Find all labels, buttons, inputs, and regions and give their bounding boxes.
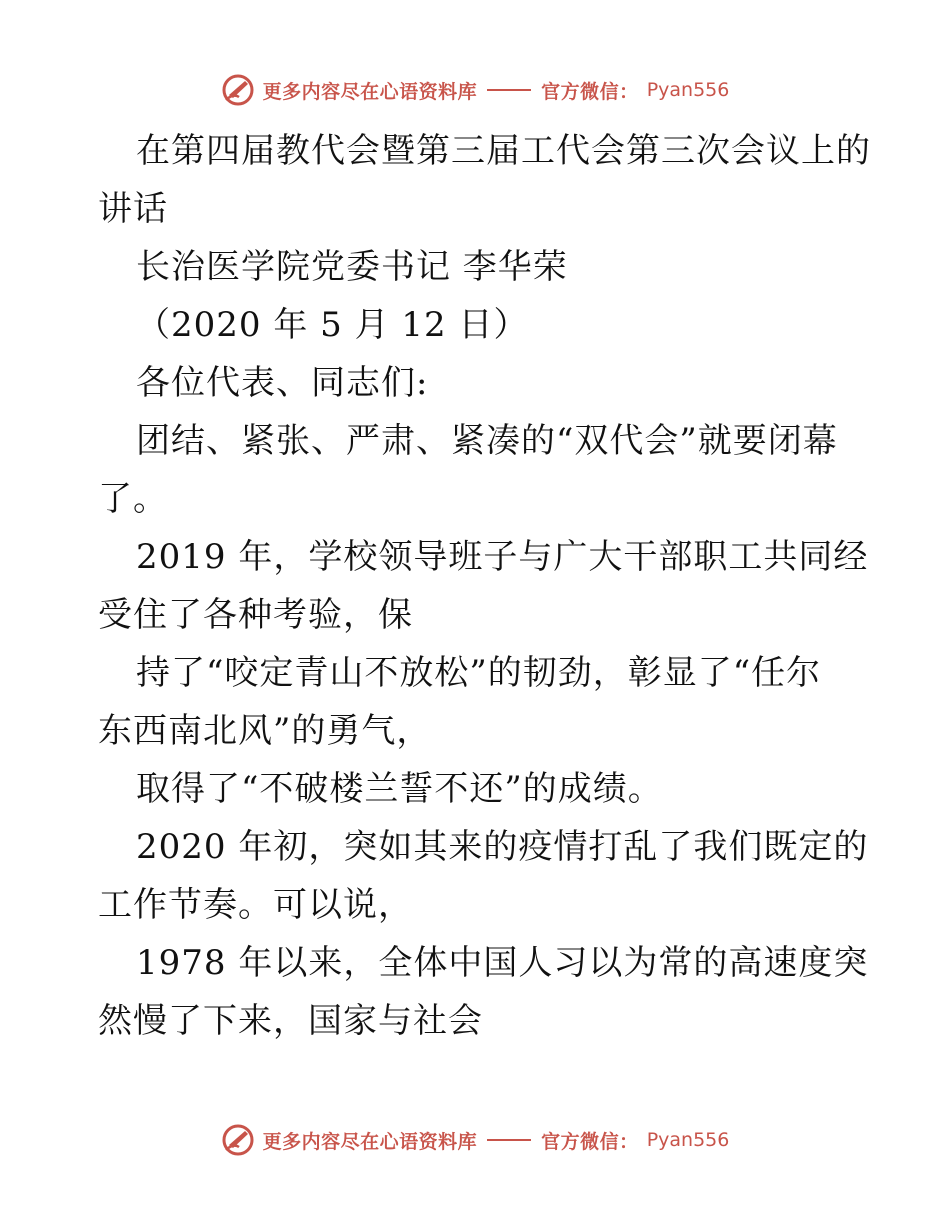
paragraph-line: 2020 年初，突如其来的疫情打乱了我们既定的 bbox=[136, 827, 869, 867]
speaker-line: 长治医学院党委书记 李华荣 bbox=[136, 247, 568, 287]
speech-title-line-1: 在第四届教代会暨第三届工代会第三次会议上的 bbox=[136, 131, 871, 171]
banner-separator bbox=[487, 1139, 531, 1141]
paragraph-line: 工作节奏。可以说， bbox=[98, 885, 413, 925]
brand-logo-icon bbox=[221, 1123, 255, 1157]
paragraph-line: 东西南北风”的勇气， bbox=[98, 711, 432, 751]
paragraph-line: 持了“咬定青山不放松”的韧劲，彰显了“任尔 bbox=[136, 653, 822, 693]
paragraph-line: 团结、紧张、严肃、紧凑的“双代会”就要闭幕 bbox=[136, 421, 838, 461]
paragraph-line: 了。 bbox=[98, 479, 168, 519]
banner-wechat-label: 官方微信： bbox=[541, 1130, 639, 1153]
paragraph-line: 2019 年，学校领导班子与广大干部职工共同经 bbox=[136, 537, 869, 577]
brand-logo-icon bbox=[221, 73, 255, 107]
banner-brand-text: 更多内容尽在心语资料库 bbox=[262, 1130, 478, 1153]
header-watermark-banner bbox=[0, 70, 950, 110]
speech-title-line-2: 讲话 bbox=[98, 189, 168, 229]
document-body bbox=[98, 122, 871, 1050]
paragraph-line: 取得了“不破楼兰誓不还”的成绩。 bbox=[136, 769, 663, 809]
banner-wechat-label: 官方微信： bbox=[541, 80, 639, 103]
salutation-line: 各位代表、同志们: bbox=[136, 363, 429, 403]
paragraph-line: 受住了各种考验，保 bbox=[98, 595, 413, 635]
paragraph-line: 1978 年以来，全体中国人习以为常的高速度突 bbox=[136, 943, 869, 983]
banner-separator bbox=[487, 89, 531, 91]
banner-wechat-id: Pyan556 bbox=[646, 1129, 730, 1151]
date-line: （2020 年 5 月 12 日） bbox=[136, 305, 529, 345]
paragraph-line: 然慢了下来，国家与社会 bbox=[98, 1001, 483, 1041]
footer-watermark-banner bbox=[0, 1120, 950, 1160]
banner-brand-text: 更多内容尽在心语资料库 bbox=[262, 80, 478, 103]
banner-wechat-id: Pyan556 bbox=[646, 79, 730, 101]
